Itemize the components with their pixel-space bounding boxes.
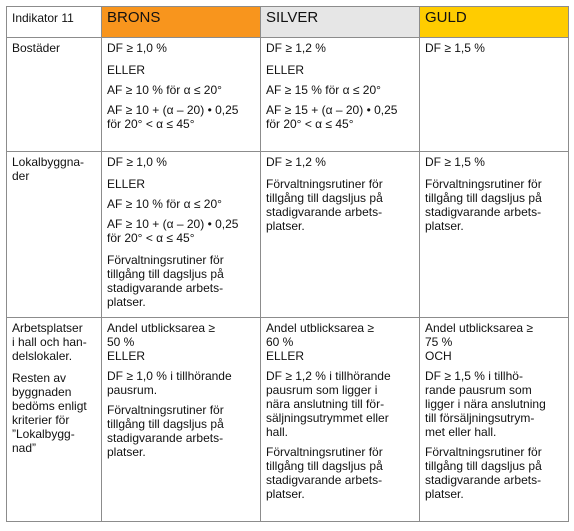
af-formula-line: AF ≥ 15 + (α – 20) • 0,25 xyxy=(266,103,398,117)
cell-bostader-brons xyxy=(102,38,261,152)
df-line: ligger i nära anslutning xyxy=(425,397,546,411)
label-bostader xyxy=(7,38,102,152)
routine-line: tillgång till dagsljus på xyxy=(107,417,224,431)
df-line: pausrum. xyxy=(107,383,158,397)
routine-line: platser. xyxy=(266,219,305,233)
cell-lokal-brons xyxy=(102,152,261,318)
outlook-line: Andel utblicksarea ≥ xyxy=(425,321,533,335)
af-line: AF ≥ 10 % för α ≤ 20° xyxy=(107,83,222,97)
outlook-line: 75 % xyxy=(425,335,453,349)
header-brons: BRONS xyxy=(102,7,261,38)
cell-bostader-silver xyxy=(261,38,420,152)
or-line: ELLER xyxy=(107,177,146,191)
df-line: till försäljningsutrym- xyxy=(425,411,535,425)
label-text: byggnaden xyxy=(12,385,72,399)
label-text: Lokalbyggna- xyxy=(12,155,85,169)
routine-line: tillgång till dagsljus på xyxy=(107,267,224,281)
label-text: Bostäder xyxy=(12,41,61,55)
criteria-table xyxy=(6,6,569,522)
routine-line: tillgång till dagsljus på xyxy=(425,191,542,205)
header-silver: SILVER xyxy=(261,7,420,38)
label-text: kriterier för xyxy=(12,413,70,427)
routine-line: stadigvarande arbets- xyxy=(107,431,224,445)
df-line: DF ≥ 1,2 % xyxy=(266,41,326,55)
label-text: i hall och han- xyxy=(12,335,87,349)
cell-arbete-guld xyxy=(420,318,569,522)
df-line: DF ≥ 1,5 % i tillhö- xyxy=(425,369,523,383)
af-range-line: för 20° < α ≤ 45° xyxy=(107,117,195,131)
cell-lokal-silver xyxy=(261,152,420,318)
routine-line: Förvaltningsrutiner för xyxy=(425,445,542,459)
df-line: DF ≥ 1,0 % xyxy=(107,155,167,169)
header-row xyxy=(7,7,569,38)
af-range-line: för 20° < α ≤ 45° xyxy=(266,117,354,131)
routine-line: platser. xyxy=(425,487,464,501)
outlook-line: 60 % xyxy=(266,335,294,349)
routine-line: Förvaltningsrutiner för xyxy=(266,177,383,191)
cell-arbete-silver xyxy=(261,318,420,522)
df-line: DF ≥ 1,0 % i tillhörande xyxy=(107,369,232,383)
routine-line: platser. xyxy=(266,487,305,501)
routine-line: tillgång till dagsljus på xyxy=(266,191,383,205)
or-line: ELLER xyxy=(266,63,305,77)
routine-line: Förvaltningsrutiner för xyxy=(107,253,224,267)
routine-line: tillgång till dagsljus på xyxy=(425,459,542,473)
outlook-line: Andel utblicksarea ≥ xyxy=(107,321,215,335)
routine-line: stadigvarande arbets- xyxy=(266,473,383,487)
outlook-line: 50 % xyxy=(107,335,135,349)
af-formula-line: AF ≥ 10 + (α – 20) • 0,25 xyxy=(107,103,239,117)
routine-line: stadigvarande arbets- xyxy=(107,281,224,295)
row-bostader xyxy=(7,38,569,152)
af-range-line: för 20° < α ≤ 45° xyxy=(107,231,195,245)
label-lokalbyggnader xyxy=(7,152,102,318)
label-arbetsplatser xyxy=(7,318,102,522)
af-line: AF ≥ 15 % för α ≤ 20° xyxy=(266,83,381,97)
row-lokalbyggnader xyxy=(7,152,569,318)
routine-line: stadigvarande arbets- xyxy=(425,205,542,219)
df-line: DF ≥ 1,2 % i tillhörande xyxy=(266,369,391,383)
label-text: Arbetsplatser xyxy=(12,321,83,335)
df-line: DF ≥ 1,5 % xyxy=(425,41,485,55)
or-line: ELLER xyxy=(107,349,146,363)
and-line: OCH xyxy=(425,349,452,363)
routine-line: stadigvarande arbets- xyxy=(425,473,542,487)
or-line: ELLER xyxy=(107,63,146,77)
routine-line: platser. xyxy=(107,295,146,309)
routine-line: stadigvarande arbets- xyxy=(266,205,383,219)
outlook-line: Andel utblicksarea ≥ xyxy=(266,321,374,335)
routine-line: platser. xyxy=(107,445,146,459)
cell-arbete-brons xyxy=(102,318,261,522)
af-formula-line: AF ≥ 10 + (α – 20) • 0,25 xyxy=(107,217,239,231)
df-line: DF ≥ 1,0 % xyxy=(107,41,167,55)
header-indicator: Indikator 11 xyxy=(7,7,102,38)
cell-lokal-guld xyxy=(420,152,569,318)
df-line: pausrum som ligger i xyxy=(266,383,378,397)
label-text: delslokaler. xyxy=(12,349,73,363)
routine-line: Förvaltningsrutiner för xyxy=(425,177,542,191)
label-text: bedöms enligt xyxy=(12,399,87,413)
label-text: ”Lokalbygg- xyxy=(12,427,75,441)
df-line: DF ≥ 1,2 % xyxy=(266,155,326,169)
cell-bostader-guld xyxy=(420,38,569,152)
af-line: AF ≥ 10 % för α ≤ 20° xyxy=(107,197,222,211)
label-text: nad” xyxy=(12,441,37,455)
label-text: Resten av xyxy=(12,371,67,385)
df-line: nära anslutning till för- xyxy=(266,397,385,411)
header-guld: GULD xyxy=(420,7,569,38)
or-line: ELLER xyxy=(266,349,305,363)
row-arbetsplatser xyxy=(7,318,569,522)
routine-line: Förvaltningsrutiner för xyxy=(266,445,383,459)
df-line: hall. xyxy=(266,425,289,439)
label-text: der xyxy=(12,169,30,183)
df-line: rande pausrum som xyxy=(425,383,532,397)
routine-line: tillgång till dagsljus på xyxy=(266,459,383,473)
routine-line: Förvaltningsrutiner för xyxy=(107,403,224,417)
df-line: DF ≥ 1,5 % xyxy=(425,155,485,169)
df-line: säljningsutrymmet eller xyxy=(266,411,389,425)
df-line: met eller hall. xyxy=(425,425,497,439)
routine-line: platser. xyxy=(425,219,464,233)
